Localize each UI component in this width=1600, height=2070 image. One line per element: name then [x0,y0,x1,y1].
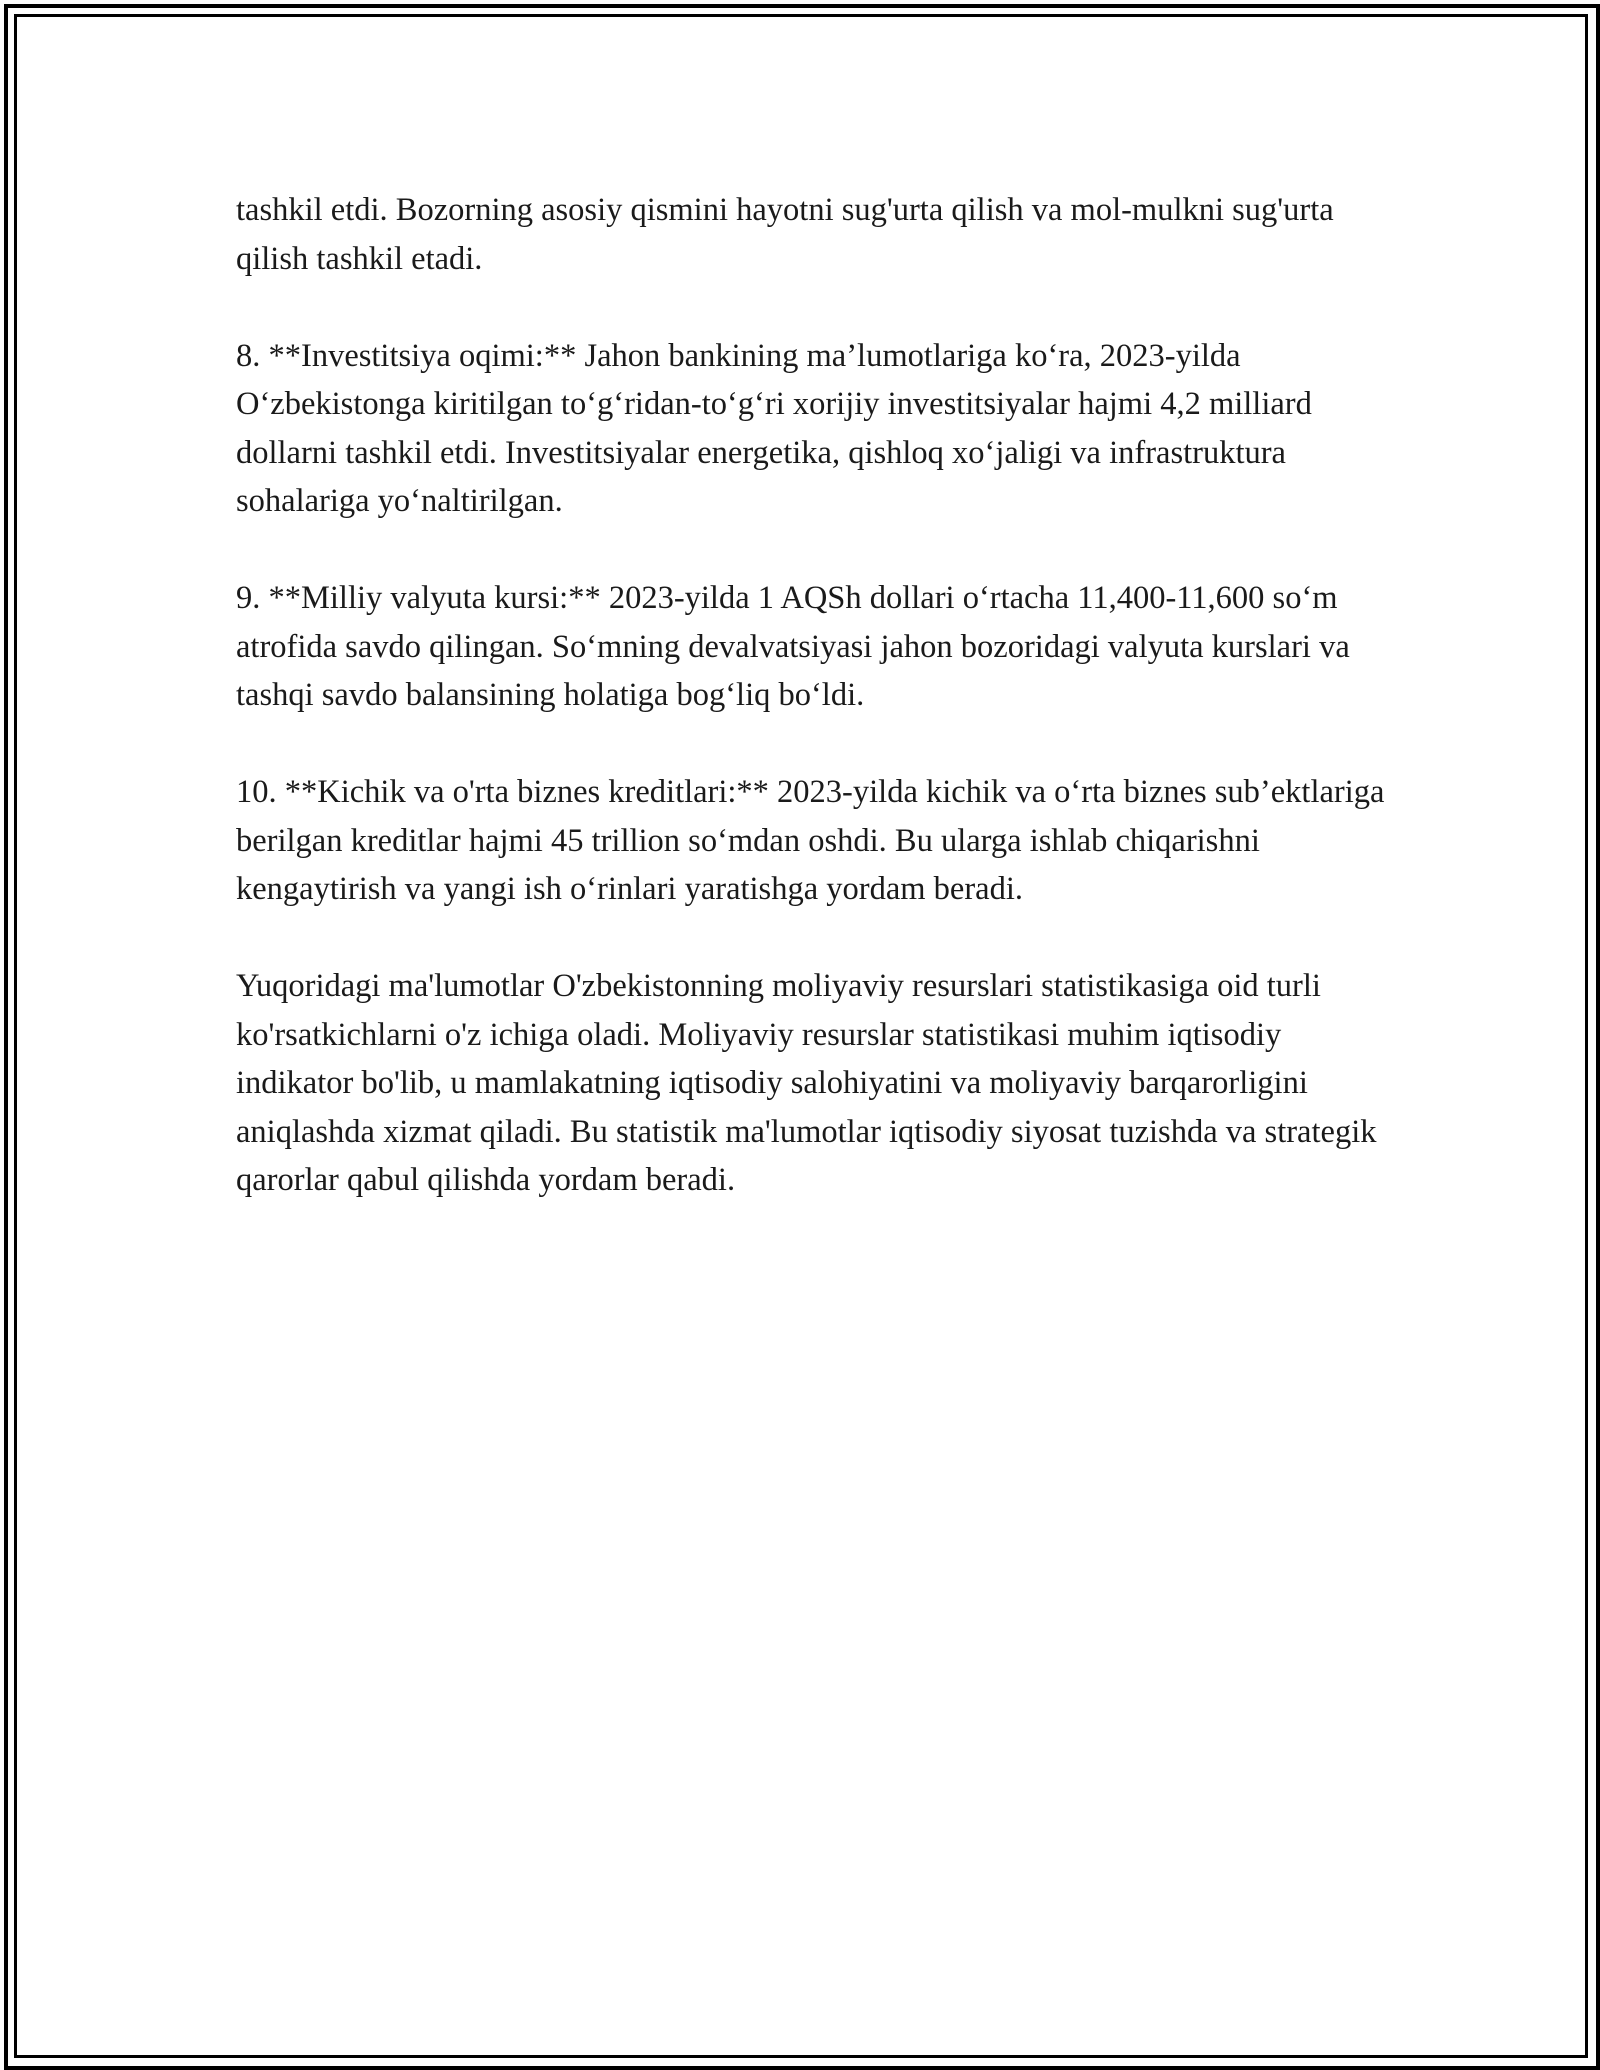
document-body [236,186,1386,1253]
paragraph-sme-credits: 10. **Kichik va o'rta biznes kreditlari:** 2023-yilda kichik va o‘rta biznes sub’ektlariga berilgan kreditlar hajmi 45 trillion so‘mdan oshdi. Bu ularga ishlab chiqarishni kengaytirish va yangi ish o‘rinlari yaratishga yordam beradi. [236,774,1385,907]
paragraph-investment-flow: 8. **Investitsiya oqimi:** Jahon bankining ma’lumotlariga ko‘ra, 2023-yilda O‘zbekistonga kiritilgan to‘g‘ridan-to‘g‘ri xorijiy investitsiyalar hajmi 4,2 milliard dollarni tashkil etdi. Investitsiyalar energetika, qishloq xo‘jaligi va infrastruktura sohalariga yo‘naltirilgan. [236,337,1312,519]
paragraph-insurance-continued: tashkil etdi. Bozorning asosiy qismini hayotni sug'urta qilish va mol-mulkni sug'urta qilish tashkil etadi. [236,192,1334,277]
paragraph-conclusion: Yuqoridagi ma'lumotlar O'zbekistonning moliyaviy resurslari statistikasiga oid turli ko'rsatkichlarni o'z ichiga oladi. Moliyaviy resurslar statistikasi muhim iqtisodiy indikator bo'lib, u mamlakatning iqtisodiy salohiyatini va moliyaviy barqarorligini aniqlashda xizmat qiladi. Bu statistik ma'lumotlar iqtisodiy siyosat tuzishda va strategik qarorlar qabul qilishda yordam beradi. [236,968,1377,1198]
paragraph-exchange-rate: 9. **Milliy valyuta kursi:** 2023-yilda 1 AQSh dollari o‘rtacha 11,400-11,600 so‘m atrofida savdo qilingan. So‘mning devalvatsiyasi jahon bozoridagi valyuta kurslari va tashqi savdo balansining holatiga bog‘liq bo‘ldi. [236,580,1350,713]
